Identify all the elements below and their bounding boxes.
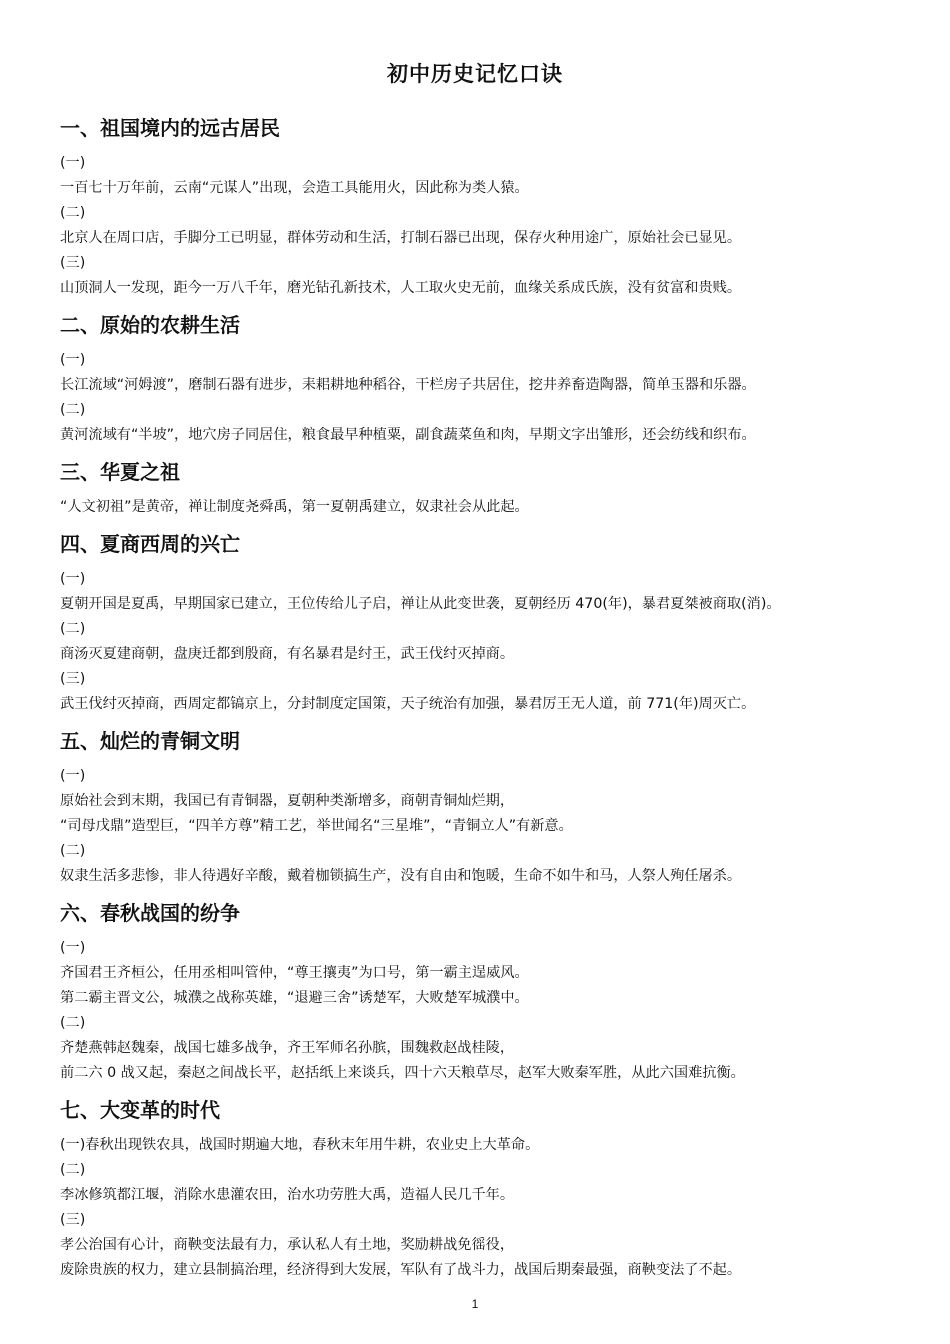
section-body [60,764,920,889]
verse-number: (三) [60,671,86,687]
section-heading: 四、夏商西周的兴亡 [60,532,240,556]
section-heading: 一、祖国境内的远古居民 [60,116,280,140]
document-content [60,108,920,1287]
verse-line: 长江流域“河姆渡”，磨制石器有进步，耒耜耕地种稻谷，干栏房子共居住，挖井养畜造陶器，简单玉器和乐器。 [60,377,756,393]
document-title: 初中历史记忆口诀 [387,62,563,86]
verse-line: 商汤灭夏建商朝，盘庚迁都到殷商，有名暴君是纣王，武王伐纣灭掉商。 [60,646,515,662]
section-heading: 六、春秋战国的纷争 [60,901,240,925]
verse-number: (一) [60,155,86,171]
verse-line: 李冰修筑都江堰，消除水患灌农田，治水功劳胜大禹，造福人民几千年。 [60,1187,515,1203]
verse-line: 第二霸主晋文公，城濮之战称英雄，“退避三舍”诱楚军，大败楚军城濮中。 [60,990,529,1006]
verse-line: 武王伐纣灭掉商，西周定都镐京上，分封制度定国策，天子统治有加强，暴君厉王无人道，前 771(年)周灭亡。 [60,696,756,712]
section-body [60,1133,920,1283]
section-6 [60,893,920,1086]
verse-number: (二) [60,1015,86,1031]
verse-line: 北京人在周口店，手脚分工已明显，群体劳动和生活，打制石器已出现，保存火种用途广，原始社会已显见。 [60,230,742,246]
section-body [60,348,920,448]
verse-number: (二) [60,621,86,637]
verse-line: 齐国君王齐桓公，任用丞相叫管仲，“尊王攘夷”为口号，第一霸主逞威风。 [60,965,529,981]
verse-number: (三) [60,1212,86,1228]
verse-line: 一百七十万年前，云南“元谋人”出现，会造工具能用火，因此称为类人猿。 [60,180,529,196]
verse-number: (一) [60,571,86,587]
section-body [60,495,920,520]
section-4 [60,524,920,717]
verse-number: (二) [60,843,86,859]
verse-line: 奴隶生活多悲惨，非人待遇好辛酸，戴着枷锁搞生产，没有自由和饱暖，生命不如牛和马，人祭人殉任屠杀。 [60,868,742,884]
section-heading: 七、大变革的时代 [60,1098,220,1122]
verse-number: (二) [60,402,86,418]
verse-number: (一) [60,940,86,956]
section-1 [60,108,920,301]
verse-line: 孝公治国有心计，商鞅变法最有力，承认私人有土地，奖励耕战免徭役， [60,1237,515,1253]
verse-line: 废除贵族的权力，建立县制搞治理，经济得到大发展，军队有了战斗力，战国后期秦最强，商鞅变法了不起。 [60,1262,742,1278]
section-body [60,936,920,1086]
verse-number: (一) [60,352,86,368]
section-7 [60,1090,920,1283]
verse-line: 前二六 0 战又起，秦赵之间战长平，赵括纸上来谈兵，四十六天粮草尽，赵军大败秦军胜，从此六国难抗衡。 [60,1065,745,1081]
verse-line: (一)春秋出现铁农具，战国时期遍大地，春秋末年用牛耕，农业史上大革命。 [60,1137,540,1153]
section-3 [60,452,920,520]
verse-line: “人文初祖”是黄帝，禅让制度尧舜禹，第一夏朝禹建立，奴隶社会从此起。 [60,499,529,515]
verse-number: (二) [60,205,86,221]
page-number: 1 [471,1297,479,1311]
verse-line: “司母戊鼎”造型巨，“四羊方尊”精工艺，举世闻名“三星堆”，“青铜立人”有新意。 [60,818,573,834]
section-2 [60,305,920,448]
verse-number: (二) [60,1162,86,1178]
verse-number: (一) [60,768,86,784]
section-heading: 三、华夏之祖 [60,460,180,484]
section-heading: 五、灿烂的青铜文明 [60,729,240,753]
verse-line: 山顶洞人一发现，距今一万八千年，磨光钻孔新技术，人工取火史无前，血缘关系成氏族，没有贫富和贵贱。 [60,280,742,296]
verse-line: 夏朝开国是夏禹，早期国家已建立，王位传给儿子启，禅让从此变世袭，夏朝经历 470(年)，暴君夏桀被商取(消)。 [60,596,781,612]
verse-number: (三) [60,255,86,271]
verse-line: 原始社会到末期，我国已有青铜器，夏朝种类渐增多，商朝青铜灿烂期， [60,793,515,809]
section-body [60,151,920,301]
verse-line: 齐楚燕韩赵魏秦，战国七雄多战争，齐王军师名孙膑，围魏救赵战桂陵， [60,1040,515,1056]
section-5 [60,721,920,889]
section-body [60,567,920,717]
section-heading: 二、原始的农耕生活 [60,313,240,337]
verse-line: 黄河流域有“半坡”，地穴房子同居住，粮食最早种植粟，副食蔬菜鱼和肉，早期文字出雏形，还会纺线和织布。 [60,427,756,443]
